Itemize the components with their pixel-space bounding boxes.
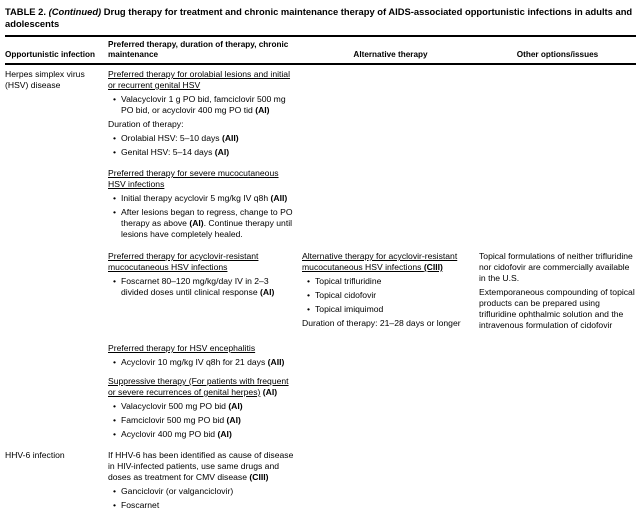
bullet-glyph: • — [113, 415, 117, 425]
evidence-rating: (AI) — [260, 287, 275, 297]
row-hsv-section-encephalitis — [5, 343, 636, 368]
bullet-text — [121, 207, 295, 240]
bullet-text — [121, 401, 295, 412]
therapy-heading: Preferred therapy for orolabial lesions and initial or recurrent genital HSV — [108, 69, 291, 90]
empty-cell — [5, 168, 108, 240]
empty-cell — [479, 343, 636, 368]
bullet-item — [113, 133, 295, 144]
bullet-item — [113, 94, 295, 116]
evidence-rating: (AI) — [255, 105, 270, 115]
bullet-glyph: • — [113, 429, 117, 439]
bullet-text: Topical imiquimod — [315, 304, 384, 314]
bullet-item — [113, 147, 295, 158]
bullet-item — [113, 207, 295, 240]
bullet-glyph: • — [113, 276, 117, 286]
row-hsv-section-suppressive — [5, 376, 636, 440]
bullet-item — [307, 276, 467, 287]
empty-cell — [302, 450, 479, 511]
bullet-glyph: • — [307, 304, 311, 314]
drug-text: Famciclovir 500 mg PO bid — [121, 415, 227, 425]
drug-text: Initial therapy acyclovir 5 mg/kg IV q8h — [121, 193, 271, 203]
bullet-glyph: • — [113, 486, 117, 496]
empty-cell — [5, 376, 108, 440]
drug-text: Valacyclovir 500 mg PO bid — [121, 401, 229, 411]
empty-cell — [479, 168, 636, 240]
bullet-glyph: • — [113, 193, 117, 203]
hsv-s2-preferred — [108, 168, 302, 240]
bullet-glyph: • — [113, 94, 117, 104]
evidence-rating: (AI) — [262, 387, 278, 397]
note-paragraph: Extemporaneous compounding of topical products can be prepared using trifluridine ophthalmic solution and the intravenous formulation of cidofovir — [479, 287, 635, 330]
row-hsv-section-orolabial-genital — [5, 69, 636, 158]
hsv-s1-preferred — [108, 69, 302, 158]
heading-text: Suppressive therapy (For patients with frequent or severe recurrences of genital herpes) — [108, 376, 289, 397]
therapy-paragraph — [108, 450, 295, 483]
bullet-text: Topical cidofovir — [315, 290, 377, 300]
table-title-continued: (Continued) — [48, 6, 102, 17]
bullet-item — [113, 193, 295, 204]
hhv6-preferred — [108, 450, 302, 511]
drug-text: Valacyclovir 1 g PO bid, famciclovir 500 mg PO bid, or acyclovir 400 mg PO tid — [121, 94, 286, 115]
bullet-text — [121, 193, 295, 204]
duration-text: Orolabial HSV: 5–10 days — [121, 133, 222, 143]
hsv-s3-other-options — [479, 251, 636, 331]
bullet-text — [121, 147, 295, 158]
hsv-s5-preferred — [108, 376, 302, 440]
duration-text: Genital HSV: 5–14 days — [121, 147, 215, 157]
evidence-rating: (AI) — [226, 415, 241, 425]
empty-cell — [479, 376, 636, 440]
bullet-item — [113, 415, 295, 426]
empty-cell — [479, 69, 636, 158]
therapy-heading: Preferred therapy for HSV encephalitis — [108, 343, 256, 353]
hsv-s3-alternative — [302, 251, 479, 331]
heading-text: Alternative therapy for acyclovir-resistant mucocutaneous HSV infections — [302, 251, 458, 272]
hsv-s4-preferred — [108, 343, 302, 368]
evidence-rating: (AII) — [221, 133, 239, 143]
table-title-rest: Drug therapy for treatment and chronic maintenance therapy of AIDS-associated opportunistic infections in adults and adolescents — [5, 6, 633, 29]
note-paragraph: Topical formulations of neither trifluridine nor cidofovir are commercially available in the U.S. — [479, 251, 633, 283]
bullet-item — [307, 304, 467, 315]
evidence-rating: (AI) — [214, 147, 230, 157]
bullet-glyph: • — [113, 500, 117, 510]
bullet-item — [113, 500, 295, 511]
evidence-rating: (CIII) — [249, 472, 269, 482]
bullet-item — [113, 401, 295, 412]
empty-cell — [302, 69, 479, 158]
table-header-row — [5, 35, 636, 65]
col-header-alternative-therapy: Alternative therapy — [353, 50, 428, 59]
therapy-heading: Preferred therapy for severe mucocutaneous HSV infections — [108, 168, 279, 189]
bullet-glyph: • — [113, 401, 117, 411]
therapy-heading: Preferred therapy for acyclovir-resistant mucocutaneous HSV infections — [108, 251, 259, 272]
evidence-rating: (AI) — [217, 429, 232, 439]
therapy-heading — [108, 376, 295, 398]
table-body — [5, 65, 636, 511]
bullet-item — [113, 357, 295, 368]
evidence-rating: (AII) — [270, 193, 288, 203]
bullet-text: Ganciclovir (or valganciclovir) — [121, 486, 234, 496]
drug-text: After lesions began to regress, change to PO therapy as above — [121, 207, 293, 228]
hsv-s3-preferred — [108, 251, 302, 331]
col-header-preferred-therapy: Preferred therapy, duration of therapy, chronic maintenance — [108, 40, 289, 59]
row-hsv-section-acyclovir-resistant — [5, 251, 636, 331]
bullet-text — [121, 415, 295, 426]
row-hhv6 — [5, 450, 636, 511]
empty-cell — [302, 168, 479, 240]
drug-text: . Continue therapy until lesions have completely healed. — [121, 218, 293, 239]
bullet-item — [113, 276, 295, 298]
duration-label: Duration of therapy: 21–28 days or longer — [302, 318, 461, 328]
evidence-rating: (AI) — [189, 218, 204, 228]
infection-name-hsv: Herpes simplex virus (HSV) disease — [5, 69, 85, 90]
bullet-text — [121, 429, 295, 440]
bullet-text — [121, 133, 295, 144]
drug-text: Acyclovir 10 mg/kg IV q8h for 21 days — [121, 357, 268, 367]
drug-text: Foscarnet 80–120 mg/kg/day IV in 2–3 divided doses until clinical response — [121, 276, 269, 297]
bullet-item — [113, 486, 295, 497]
empty-cell — [5, 343, 108, 368]
bullet-text — [121, 357, 295, 368]
row-hsv-section-severe-mucocutaneous — [5, 168, 636, 240]
bullet-glyph: • — [307, 290, 311, 300]
col-header-opportunistic-infection: Opportunistic infection — [5, 50, 96, 59]
bullet-glyph: • — [113, 207, 117, 217]
bullet-glyph: • — [113, 133, 117, 143]
bullet-glyph: • — [307, 276, 311, 286]
duration-label: Duration of therapy: — [108, 119, 184, 129]
therapy-text: If HHV-6 has been identified as cause of disease in HIV-infected patients, use same drugs and doses as treatment for CMV disease — [108, 450, 294, 482]
table-title-prefix: TABLE 2. — [5, 6, 49, 17]
table-title — [5, 6, 636, 30]
drug-text: Acyclovir 400 mg PO bid — [121, 429, 218, 439]
bullet-text: Foscarnet — [121, 500, 160, 510]
bullet-text: Topical trifluridine — [315, 276, 382, 286]
evidence-rating: (CIII) — [423, 262, 443, 272]
bullet-text — [121, 276, 295, 298]
bullet-glyph: • — [113, 147, 117, 157]
empty-cell — [302, 376, 479, 440]
bullet-item — [113, 429, 295, 440]
col-header-other-options: Other options/issues — [516, 50, 599, 59]
empty-cell — [5, 251, 108, 331]
evidence-rating: (AII) — [267, 357, 285, 367]
evidence-rating: (AI) — [228, 401, 243, 411]
bullet-item — [307, 290, 467, 301]
empty-cell — [479, 450, 636, 511]
therapy-heading — [302, 251, 467, 273]
bullet-glyph: • — [113, 357, 117, 367]
infection-name-hhv6: HHV-6 infection — [5, 450, 65, 460]
bullet-text — [121, 94, 295, 116]
empty-cell — [302, 343, 479, 368]
